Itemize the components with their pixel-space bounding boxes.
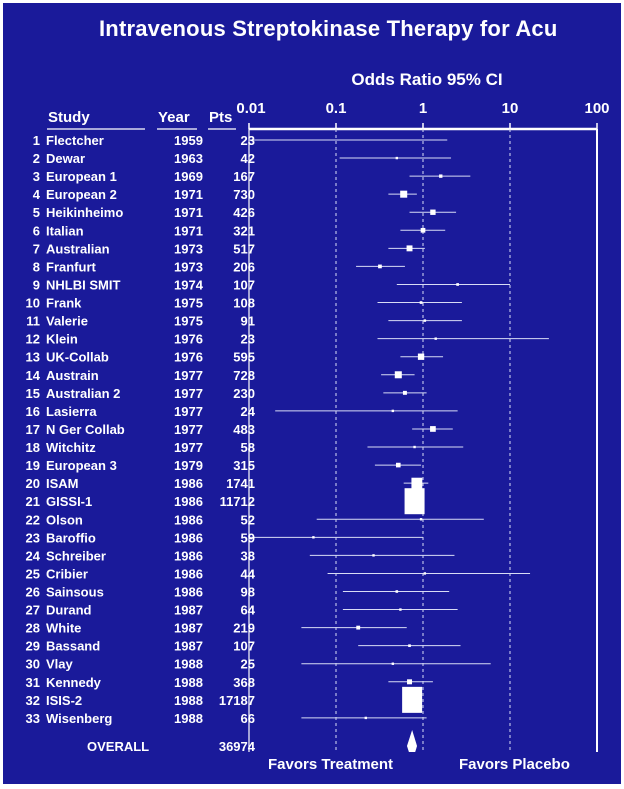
study-column-header: Study xyxy=(48,109,90,126)
study-year: 1971 xyxy=(174,205,203,221)
study-pts: 206 xyxy=(233,259,255,275)
study-pts: 59 xyxy=(240,530,255,546)
study-year: 1977 xyxy=(174,403,203,419)
study-number: 11 xyxy=(26,313,40,329)
study-name: Schreiber xyxy=(46,548,106,564)
study-name: European 2 xyxy=(46,187,117,203)
study-year: 1986 xyxy=(174,548,203,564)
tick-label: 1 xyxy=(418,100,428,117)
study-year: 1979 xyxy=(174,458,203,474)
study-year: 1976 xyxy=(174,349,203,365)
study-number: 25 xyxy=(25,566,40,582)
main-title: Intravenous Streptokinase Therapy for Acu xyxy=(99,16,558,41)
study-year: 1973 xyxy=(174,241,203,257)
study-number: 7 xyxy=(32,241,40,257)
study-number: 28 xyxy=(25,620,40,636)
study-name: Italian xyxy=(46,223,84,239)
study-pts: 58 xyxy=(240,440,255,456)
point-estimate xyxy=(405,488,425,514)
study-pts: 52 xyxy=(240,512,255,528)
study-pts: 23 xyxy=(240,133,255,148)
study-pts: 426 xyxy=(233,205,255,221)
point-estimate xyxy=(407,679,412,684)
study-pts: 167 xyxy=(233,169,255,185)
study-number: 6 xyxy=(32,223,40,239)
study-name: Frank xyxy=(46,295,82,311)
point-estimate xyxy=(430,210,435,215)
study-year: 1977 xyxy=(174,367,203,383)
study-pts: 66 xyxy=(240,710,255,726)
study-year: 1973 xyxy=(174,259,203,275)
study-name: Austrain xyxy=(46,367,99,383)
study-pts: 730 xyxy=(233,187,255,203)
study-name: White xyxy=(46,620,82,636)
study-name: NHLBI SMIT xyxy=(46,277,121,293)
point-estimate xyxy=(408,644,411,647)
study-name: Lasierra xyxy=(46,403,97,419)
study-number: 13 xyxy=(25,349,40,365)
point-estimate xyxy=(400,191,407,198)
point-estimate xyxy=(424,319,426,321)
study-year: 1974 xyxy=(174,277,203,293)
study-year: 1986 xyxy=(174,566,203,582)
study-name: European 3 xyxy=(46,458,117,474)
study-name: Flectcher xyxy=(46,133,104,148)
study-year: 1963 xyxy=(174,151,203,167)
study-name: Australian 2 xyxy=(46,385,121,401)
study-number: 23 xyxy=(25,530,40,546)
point-estimate xyxy=(392,663,394,665)
study-pts: 315 xyxy=(233,458,255,474)
study-pts: 17187 xyxy=(218,692,255,708)
study-pts: 107 xyxy=(233,638,255,654)
point-estimate xyxy=(392,410,394,412)
study-year: 1987 xyxy=(174,602,203,618)
study-name: UK-Collab xyxy=(46,349,109,365)
study-pts: 230 xyxy=(233,385,255,401)
study-name: Klein xyxy=(46,331,78,347)
study-year: 1988 xyxy=(174,710,203,726)
study-number: 12 xyxy=(25,331,40,347)
study-pts: 42 xyxy=(240,151,255,167)
study-pts: 728 xyxy=(233,367,255,383)
point-estimate xyxy=(407,245,413,251)
point-estimate xyxy=(456,283,459,286)
study-pts: 107 xyxy=(233,277,255,293)
study-number: 19 xyxy=(25,458,40,474)
study-number: 24 xyxy=(25,548,40,564)
point-estimate xyxy=(378,265,382,269)
point-estimate xyxy=(439,174,442,177)
point-estimate xyxy=(396,463,401,468)
study-name: Australian xyxy=(46,241,110,257)
point-estimate xyxy=(418,354,424,360)
study-year: 1987 xyxy=(174,638,203,654)
study-name: Franfurt xyxy=(46,259,96,275)
study-year: 1976 xyxy=(174,331,203,347)
study-pts: 11712 xyxy=(219,494,255,510)
study-pts: 38 xyxy=(240,548,255,564)
study-year: 1971 xyxy=(174,223,203,239)
study-number: 16 xyxy=(25,403,40,419)
point-estimate xyxy=(420,518,422,520)
point-estimate xyxy=(365,717,367,719)
study-number: 21 xyxy=(25,494,40,510)
study-year: 1977 xyxy=(174,440,203,456)
tick-label: 0.01 xyxy=(236,100,266,117)
tick-label: 0.1 xyxy=(325,100,347,117)
point-estimate xyxy=(403,391,407,395)
study-number: 27 xyxy=(25,602,40,618)
point-estimate xyxy=(399,608,401,610)
study-number: 26 xyxy=(25,584,40,600)
study-number: 8 xyxy=(32,259,40,275)
study-year: 1988 xyxy=(174,674,203,690)
study-year: 1988 xyxy=(174,692,203,708)
study-number: 31 xyxy=(25,674,40,690)
study-year: 1987 xyxy=(174,620,203,636)
study-number: 3 xyxy=(32,169,40,185)
study-pts: 64 xyxy=(240,602,255,618)
study-number: 32 xyxy=(25,692,40,708)
study-number: 22 xyxy=(25,512,40,528)
point-estimate xyxy=(396,157,398,159)
point-estimate xyxy=(411,478,422,489)
study-pts: 25 xyxy=(240,656,255,672)
study-number: 29 xyxy=(25,638,40,654)
overall-label: OVERALL xyxy=(87,739,150,754)
study-pts: 98 xyxy=(240,584,255,600)
point-estimate xyxy=(413,446,415,448)
study-number: 33 xyxy=(25,710,40,726)
study-number: 2 xyxy=(32,151,40,167)
study-number: 17 xyxy=(25,421,40,437)
study-number: 1 xyxy=(32,133,40,148)
study-name: Wisenberg xyxy=(46,710,113,726)
study-pts: 595 xyxy=(233,349,255,365)
study-name: Cribier xyxy=(46,566,88,582)
pts-column-header: Pts xyxy=(209,109,233,126)
study-year: 1977 xyxy=(174,421,203,437)
study-number: 10 xyxy=(25,295,40,311)
point-estimate xyxy=(430,426,436,432)
study-year: 1986 xyxy=(174,584,203,600)
study-number: 5 xyxy=(32,205,40,221)
overall-diamond xyxy=(407,730,417,762)
point-estimate xyxy=(435,337,437,339)
study-pts: 91 xyxy=(240,313,255,329)
study-year: 1986 xyxy=(174,494,203,510)
study-name: Bassand xyxy=(46,638,101,654)
point-estimate xyxy=(402,687,422,713)
study-year: 1977 xyxy=(174,385,203,401)
study-pts: 483 xyxy=(233,421,255,437)
study-year: 1988 xyxy=(174,656,203,672)
study-pts: 23 xyxy=(240,331,255,347)
point-estimate xyxy=(395,371,402,378)
study-number: 18 xyxy=(25,440,40,456)
point-estimate xyxy=(424,572,426,574)
point-estimate xyxy=(312,536,314,538)
point-estimate xyxy=(396,590,399,593)
study-pts: 368 xyxy=(233,674,255,690)
favors-treatment-label: Favors Treatment xyxy=(268,756,394,773)
study-year: 1986 xyxy=(174,512,203,528)
study-year: 1986 xyxy=(174,530,203,546)
point-estimate xyxy=(372,554,374,556)
point-estimate xyxy=(213,139,215,141)
study-number: 9 xyxy=(32,277,40,293)
study-year: 1986 xyxy=(174,476,203,492)
study-number: 20 xyxy=(25,476,40,492)
study-name: Valerie xyxy=(46,313,88,329)
study-name: Olson xyxy=(46,512,83,528)
overall-pts: 36974 xyxy=(218,739,255,754)
study-name: N Ger Collab xyxy=(46,421,125,437)
study-name: Dewar xyxy=(46,151,86,167)
study-pts: 108 xyxy=(233,295,255,311)
study-year: 1975 xyxy=(174,313,203,329)
study-name: ISAM xyxy=(46,476,79,492)
study-pts: 219 xyxy=(233,620,255,636)
study-number: 15 xyxy=(25,385,40,401)
study-name: Vlay xyxy=(46,656,73,672)
study-name: Baroffio xyxy=(46,530,96,546)
study-pts: 24 xyxy=(240,403,255,419)
study-pts: 321 xyxy=(233,223,255,239)
axis-title: Odds Ratio 95% CI xyxy=(351,70,503,89)
tick-label: 10 xyxy=(501,100,519,117)
study-year: 1969 xyxy=(174,169,203,185)
point-estimate xyxy=(420,301,423,304)
study-pts: 44 xyxy=(240,566,255,582)
study-name: Durand xyxy=(46,602,92,618)
study-year: 1975 xyxy=(174,295,203,311)
favors-placebo-label: Favors Placebo xyxy=(459,756,570,773)
point-estimate xyxy=(421,228,426,233)
study-pts: 1741 xyxy=(226,476,255,492)
study-pts: 517 xyxy=(233,241,255,257)
study-name: Heikinheimo xyxy=(46,205,124,221)
study-year: 1959 xyxy=(174,133,203,148)
study-number: 4 xyxy=(32,187,40,203)
study-year: 1971 xyxy=(174,187,203,203)
study-name: Witchitz xyxy=(46,440,96,456)
slide-frame xyxy=(3,3,621,784)
forest-plot xyxy=(3,3,621,784)
study-name: GISSI-1 xyxy=(46,494,93,510)
point-estimate xyxy=(356,626,360,630)
study-name: Sainsous xyxy=(46,584,104,600)
study-name: European 1 xyxy=(46,169,117,185)
year-column-header: Year xyxy=(158,109,190,126)
study-name: Kennedy xyxy=(46,674,101,690)
study-number: 30 xyxy=(25,656,40,672)
study-name: ISIS-2 xyxy=(46,692,83,708)
tick-label: 100 xyxy=(584,100,610,117)
study-number: 14 xyxy=(25,367,40,383)
